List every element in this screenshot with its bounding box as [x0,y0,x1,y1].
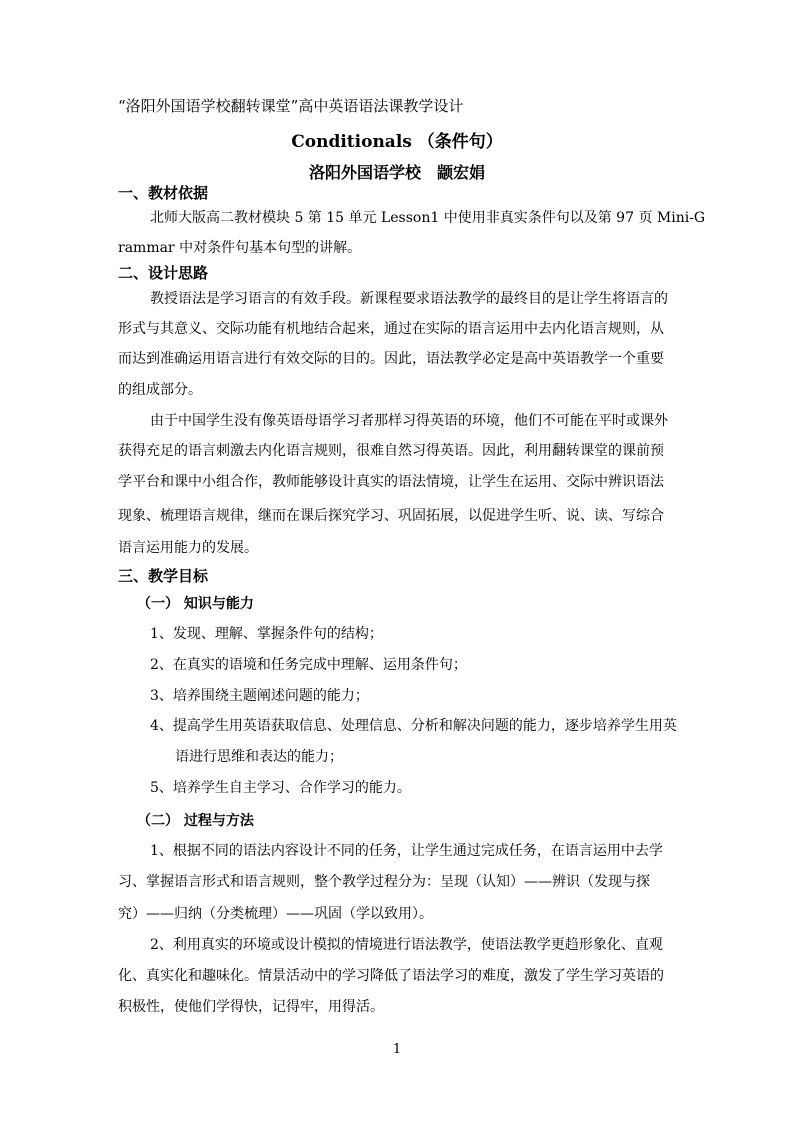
page-number: 1 [392,1042,402,1057]
paragraph-line: 现象、梳理语言规律，继而在课后探究学习、巩固拓展，以促进学生听、说、读、写综合 [118,508,664,524]
paragraph-line: 学平台和课中小组合作，教师能够设计真实的语法情境，让学生在运用、交际中辨识语法 [118,474,664,490]
section-heading-materials: 一、教材依据 [118,184,209,202]
author-line: 洛阳外国语学校 颛宏娟 [308,163,485,182]
paragraph-line: 语言运用能力的发展。 [118,540,258,556]
paragraph-line: 由于中国学生没有像英语母语学习者那样习得英语的环境，他们不可能在平时或课外 [150,413,668,429]
paragraph-line: 积极性，使他们学得快，记得牢，用得活。 [118,999,384,1015]
paragraph-line: 化、真实化和趣味化。情景活动中的学习降低了语法学习的难度，激发了学生学习英语的 [118,968,664,984]
paragraph-line: 而达到准确运用语言进行有效交际的目的。因此，语法教学必定是高中英语教学一个重要 [118,351,664,367]
section-heading-design: 二、设计思路 [118,264,209,282]
list-item: 2、在真实的语境和任务完成中理解、运用条件句； [150,657,467,673]
paragraph-line: rammar 中对条件句基本句型的讲解。 [118,240,362,256]
paragraph-line: 获得充足的语言刺激去内化语言规则，很难自然习得英语。因此，利用翻转课堂的课前预 [118,443,664,459]
list-item: 3、培养围绕主题阐述问题的能力； [150,688,369,704]
paragraph-line: 形式与其意义、交际功能有机地结合起来，通过在实际的语言运用中去内化语言规则，从 [118,321,664,337]
paragraph-line: 的组成部分。 [118,382,202,398]
list-item-continuation: 语进行思维和表达的能力； [175,749,343,765]
document-title: Conditionals （条件句） [291,132,503,152]
section-heading-objectives: 三、教学目标 [118,567,209,585]
list-item: 1、发现、理解、掌握条件句的结构； [150,626,383,642]
list-item: 5、培养学生自主学习、合作学习的能力。 [150,780,411,796]
paragraph-line: 教授语法是学习语言的有效手段。新课程要求语法教学的最终目的是让学生将语言的 [150,291,668,307]
paragraph-line: 2、利用真实的环境或设计模拟的情境进行语法教学，使语法教学更趋形象化、直观 [150,937,663,953]
subsection-heading-knowledge: （一） 知识与能力 [137,596,254,612]
paragraph-line: 北师大版高二教材模块 5 第 15 单元 Lesson1 中使用非真实条件句以及第 97 页 Mini-G [150,210,706,226]
list-item: 4、提高学生用英语获取信息、处理信息、分析和解决问题的能力，逐步培养学生用英 [150,718,677,734]
paragraph-line: 究）——归纳（分类梳理）——巩固（学以致用）。 [118,906,433,922]
paragraph-line: 1、根据不同的语法内容设计不同的任务，让学生通过完成任务，在语言运用中去学 [150,843,663,859]
subsection-heading-process: （二） 过程与方法 [137,813,254,829]
paragraph-line: 习、掌握语言形式和语言规则，整个教学过程分为：呈现（认知）——辨识（发现与探 [118,874,650,890]
school-title: “洛阳外国语学校翻转课堂”高中英语语法课教学设计 [118,97,464,115]
